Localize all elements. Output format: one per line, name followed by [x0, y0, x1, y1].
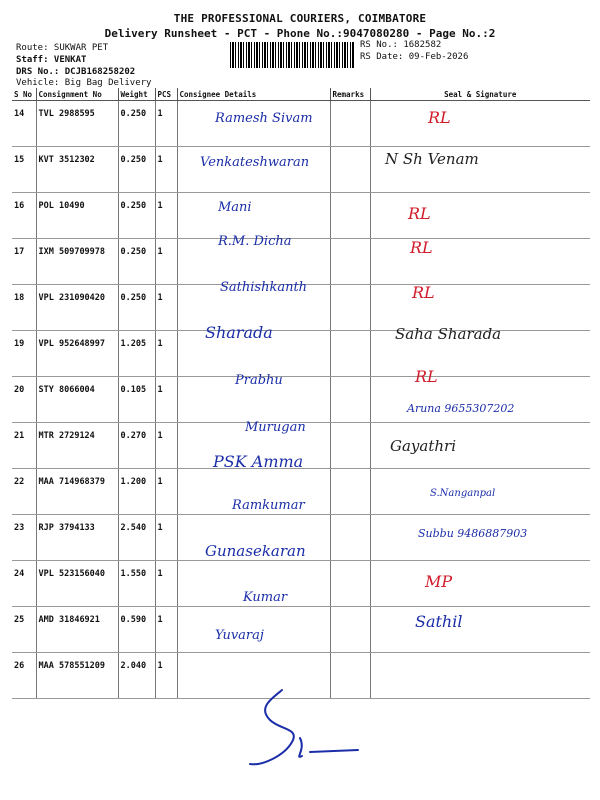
- cell-sno: 15: [12, 147, 36, 193]
- cell-pcs: 1: [155, 101, 177, 147]
- cell-remarks: [330, 101, 370, 147]
- cell-weight: 0.590: [118, 607, 155, 653]
- table-row: [12, 561, 590, 607]
- cell-weight: 0.250: [118, 101, 155, 147]
- cell-consignment: MTR 2729124: [36, 423, 118, 469]
- cell-consignment: TVL 2988595: [36, 101, 118, 147]
- company-title: THE PROFESSIONAL COURIERS, COIMBATORE: [173, 12, 427, 25]
- consignee-handwriting: Sathishkanth: [220, 280, 308, 295]
- cell-remarks: [330, 469, 370, 515]
- signature-handwriting: N Sh Venam: [385, 150, 479, 168]
- cell-weight: 1.200: [118, 469, 155, 515]
- col-consignment: Consignment No: [36, 88, 118, 101]
- table-row: [12, 331, 590, 377]
- cell-remarks: [330, 515, 370, 561]
- cell-signature: [370, 653, 590, 699]
- cell-weight: 0.105: [118, 377, 155, 423]
- signature-handwriting: Sathil: [415, 612, 463, 631]
- consignee-handwriting: Ramkumar: [232, 498, 305, 513]
- table-row: [12, 193, 590, 239]
- bottom-signature-scribble: [240, 680, 370, 775]
- cell-pcs: 1: [155, 561, 177, 607]
- cell-pcs: 1: [155, 239, 177, 285]
- rs-number: RS No.: 1682582: [360, 40, 442, 50]
- cell-pcs: 1: [155, 653, 177, 699]
- route-label: Route: SUKWAR PET: [16, 43, 109, 53]
- cell-consignment: STY 8066004: [36, 377, 118, 423]
- cell-sno: 26: [12, 653, 36, 699]
- cell-pcs: 1: [155, 607, 177, 653]
- cell-consignment: VPL 523156040: [36, 561, 118, 607]
- signature-handwriting: MP: [425, 572, 453, 591]
- cell-weight: 0.250: [118, 147, 155, 193]
- cell-weight: 1.550: [118, 561, 155, 607]
- consignee-handwriting: Sharada: [205, 323, 273, 342]
- cell-pcs: 1: [155, 331, 177, 377]
- cell-sno: 22: [12, 469, 36, 515]
- consignee-handwriting: PSK Amma: [213, 452, 304, 471]
- runsheet-subtitle: Delivery Runsheet - PCT - Phone No.:9047080280 - Page No.:2: [104, 27, 496, 40]
- cell-sno: 23: [12, 515, 36, 561]
- cell-sno: 25: [12, 607, 36, 653]
- cell-weight: 0.250: [118, 285, 155, 331]
- cell-signature: [370, 101, 590, 147]
- cell-remarks: [330, 561, 370, 607]
- cell-remarks: [330, 147, 370, 193]
- cell-pcs: 1: [155, 147, 177, 193]
- col-consignee: Consignee Details: [177, 88, 330, 101]
- cell-consignment: IXM 509709978: [36, 239, 118, 285]
- consignee-handwriting: Ramesh Sivam: [215, 111, 313, 126]
- drs-label: DRS No.: DCJB168258202: [16, 67, 136, 77]
- signature-handwriting: Aruna 9655307202: [407, 402, 515, 415]
- cell-remarks: [330, 607, 370, 653]
- signature-handwriting: Gayathri: [390, 437, 456, 455]
- cell-pcs: 1: [155, 423, 177, 469]
- cell-consignment: AMD 31846921: [36, 607, 118, 653]
- barcode: [230, 42, 354, 68]
- col-pcs: PCS: [155, 88, 177, 101]
- cell-signature: [370, 285, 590, 331]
- consignee-handwriting: Prabhu: [235, 373, 283, 388]
- cell-remarks: [330, 239, 370, 285]
- vehicle-label: Vehicle: Big Bag Delivery: [16, 78, 152, 88]
- cell-consignment: VPL 231090420: [36, 285, 118, 331]
- cell-consignment: RJP 3794133: [36, 515, 118, 561]
- signature-handwriting: RL: [408, 204, 431, 223]
- cell-weight: 2.540: [118, 515, 155, 561]
- cell-weight: 1.205: [118, 331, 155, 377]
- consignee-handwriting: Yuvaraj: [215, 628, 264, 643]
- consignee-handwriting: R.M. Dicha: [218, 234, 292, 249]
- cell-consignment: VPL 952648997: [36, 331, 118, 377]
- cell-remarks: [330, 423, 370, 469]
- table-row: [12, 239, 590, 285]
- cell-sno: 21: [12, 423, 36, 469]
- table-row: [12, 377, 590, 423]
- consignee-handwriting: Mani: [218, 200, 252, 215]
- signature-handwriting: S.Nanganpal: [430, 488, 496, 499]
- signature-handwriting: Subbu 9486887903: [418, 527, 528, 540]
- consignee-handwriting: Kumar: [243, 590, 288, 605]
- cell-weight: 0.270: [118, 423, 155, 469]
- cell-pcs: 1: [155, 285, 177, 331]
- cell-consignment: KVT 3512302: [36, 147, 118, 193]
- consignee-handwriting: Gunasekaran: [205, 542, 306, 560]
- cell-pcs: 1: [155, 515, 177, 561]
- signature-handwriting: RL: [415, 367, 438, 386]
- cell-consignment: MAA 714968379: [36, 469, 118, 515]
- col-sno: S No: [12, 88, 36, 101]
- signature-handwriting: RL: [410, 238, 433, 257]
- col-remarks: Remarks: [330, 88, 370, 101]
- cell-sno: 18: [12, 285, 36, 331]
- cell-sno: 24: [12, 561, 36, 607]
- runsheet-table: [12, 88, 590, 699]
- cell-sno: 20: [12, 377, 36, 423]
- cell-weight: 0.250: [118, 239, 155, 285]
- cell-signature: [370, 239, 590, 285]
- consignee-handwriting: Murugan: [245, 420, 306, 435]
- col-signature: Seal & Signature: [370, 88, 590, 101]
- cell-consignment: MAA 578551209: [36, 653, 118, 699]
- cell-pcs: 1: [155, 377, 177, 423]
- cell-consignment: POL 10490: [36, 193, 118, 239]
- table-header-row: [12, 88, 590, 101]
- cell-signature: [370, 607, 590, 653]
- signature-handwriting: Saha Sharada: [395, 325, 502, 343]
- cell-pcs: 1: [155, 469, 177, 515]
- cell-signature: [370, 377, 590, 423]
- cell-pcs: 1: [155, 193, 177, 239]
- signature-handwriting: RL: [428, 108, 451, 127]
- staff-label: Staff: VENKAT: [16, 55, 87, 65]
- cell-weight: 0.250: [118, 193, 155, 239]
- cell-sno: 14: [12, 101, 36, 147]
- cell-sno: 17: [12, 239, 36, 285]
- cell-remarks: [330, 331, 370, 377]
- col-weight: Weight: [118, 88, 155, 101]
- rs-date: RS Date: 09-Feb-2026: [360, 52, 469, 62]
- cell-signature: [370, 193, 590, 239]
- cell-remarks: [330, 193, 370, 239]
- cell-consignee: [177, 193, 330, 239]
- cell-sno: 16: [12, 193, 36, 239]
- table-row: [12, 607, 590, 653]
- cell-signature: [370, 561, 590, 607]
- signature-handwriting: RL: [412, 283, 435, 302]
- consignee-handwriting: Venkateshwaran: [200, 155, 310, 170]
- cell-sno: 19: [12, 331, 36, 377]
- cell-weight: 2.040: [118, 653, 155, 699]
- cell-remarks: [330, 285, 370, 331]
- cell-remarks: [330, 377, 370, 423]
